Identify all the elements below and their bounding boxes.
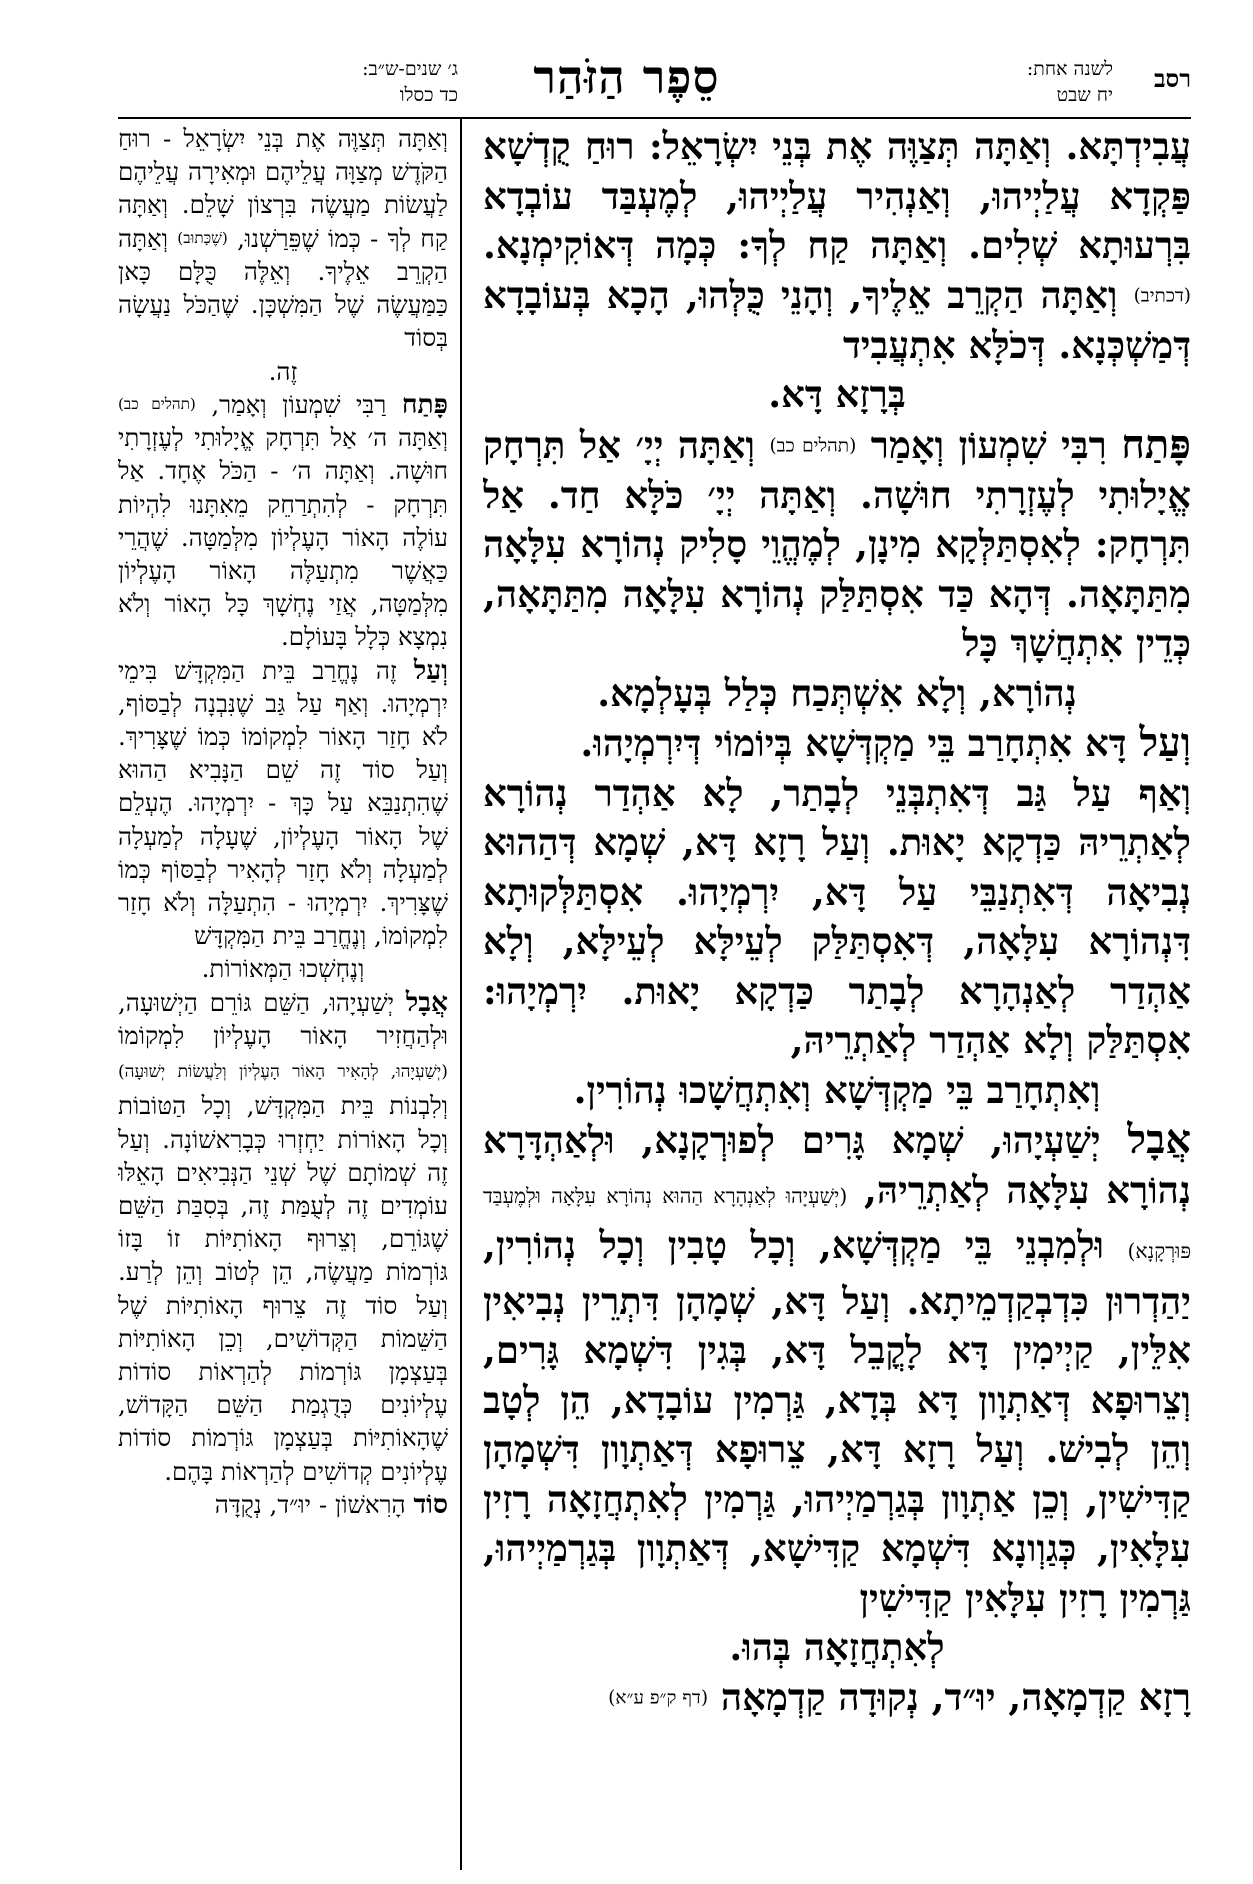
centered-line xyxy=(483,1623,1191,1673)
hebrew-translation-column xyxy=(118,122,448,1867)
opening-word: וְעַל xyxy=(413,654,448,686)
text-segment: זֶה. xyxy=(268,356,298,386)
paragraph xyxy=(118,1488,448,1521)
source-reference: (תהלים כב) xyxy=(769,435,857,457)
text-segment: וְלִבְנוֹת בֵּית הַמִּקְדָּשׁ, וְכָל הַטּוֹבוֹת וְכָל הָאוֹרוֹת יַחְזְרוּ כְּבָרִאשׁוֹנָה. וְעַל זֶה שְׁמוֹתָם שֶׁל שְׁנֵי הַנְּבִיאִים הָאֵלּוּ עוֹמְדִים זֶה לְעֻמַּת זֶה, בְּסִבַּת הַשֵּׁם שֶׁגּוֹרֵם, וְצֵרוּף הָאוֹתִיּוֹת זוֹ בָּזוֹ גּוֹרְמוֹת מַעֲשֶׂה, הֵן לְטוֹב וְהֵן לְרַע. וְעַל סוֹד זֶה צֵרוּף הָאוֹתִיּוֹת שֶׁל הַשֵּׁמוֹת הַקְּדוֹשִׁים, וְכֵן הָאוֹתִיּוֹת בְּעַצְמָן גּוֹרְמוֹת לְהַרְאוֹת סוֹדוֹת עֶלְיוֹנִים כְּדֻגְמַת הַשֵּׁם הַקָּדוֹשׁ, שֶׁהָאוֹתִיּוֹת בְּעַצְמָן גּוֹרְמוֹת סוֹדוֹת עֶלְיוֹנִים קְדוֹשִׁים לְהַרְאוֹת בָּהֶם. xyxy=(118,1091,448,1486)
page-number: רסב xyxy=(1153,64,1191,93)
book-title: סֵפֶר הַזֹּהַר xyxy=(533,50,720,104)
schedule-one-year: לשנה אחת: xyxy=(1026,58,1113,80)
source-reference: (דף ק״פ ע״א) xyxy=(608,1687,709,1709)
inline-note: (יְשַׁעְיָהוּ, לְהָאִיר הָאוֹר הָעֶלְיוֹן וְלַעֲשׂוֹת יְשׁוּעָה) xyxy=(118,1062,448,1083)
paragraph xyxy=(483,420,1191,669)
paragraph xyxy=(483,1115,1191,1623)
text-segment: וְאַתָּה הַקְרֵב אֵלֶיךָ. וְאֵלֶּה כֻּלָּם כָּאן כַּמַּעֲשֶׂה שֶׁל הַמִּשְׁכָּן. שֶׁהַכֹּל נַעֲשָׂה בְּסוֹד xyxy=(118,223,448,353)
opening-word: אֲבָל xyxy=(1127,1116,1191,1164)
paragraph xyxy=(118,122,448,355)
centered-line xyxy=(483,669,1191,719)
text-segment: לְאִתְחֲזָאָה בְּהוּ. xyxy=(729,1625,945,1670)
text-segment: רַבִּי שִׁמְעוֹן וְאָמַר, xyxy=(195,389,402,419)
opening-word: אֲבָל xyxy=(405,986,448,1018)
text-segment: וְאַף עַל גַּב דְּאִתְבְּנֵי לְבָתַר, לָא אַהְדַר נְהוֹרָא לְאַתְרֵיהּ כַּדְקָא יָאוּת. וְעַל רָזָא דָּא, שְׁמָא דְּהַהוּא נְבִיאָה דְּאִתְנַבֵּי עַל דָּא, יִרְמְיָהוּ. אִסְתַּלְּקוּתָא דִּנְהוֹרָא עִלָּאָה, דְּאִסְתַּלַּק לְעֵילָּא לְעֵילָּא, וְלָא אַהְדַר לְאַנְהָרָא לְבָתַר כַּדְקָא יָאוּת. יִרְמְיָהוּ: אִסְתַּלַּק וְלָא אַהְדַר לְאַתְרֵיהּ, xyxy=(483,770,1191,1063)
centered-line xyxy=(118,355,448,388)
text-segment: רִבִּי שִׁמְעוֹן וְאָמַר xyxy=(856,422,1122,467)
opening-word: פָּתַח xyxy=(401,388,448,420)
aramaic-text-column xyxy=(483,122,1191,1867)
text-segment: וְאַתָּה הַקְרֵב אֵלֶיךָ, וְהָנֵי כֻּלְּהוּ, הָכָא בְּעוֹבָדָא דְּמַשְׁכְּנָא. דְּכֹלָּא אִתְעֲבִיד xyxy=(483,272,1191,367)
paragraph xyxy=(118,388,448,654)
cycle-schedule: ג׳ שנים-ש״ב: xyxy=(362,58,458,80)
text-segment: וְנֶחְשְׁכוּ הַמְּאוֹרוֹת. xyxy=(201,954,365,984)
text-segment: נְהוֹרָא, וְלָא אִשְׁתְּכַח כְּלַל בְּעָלְמָא. xyxy=(597,670,1077,715)
paragraph xyxy=(118,654,448,953)
centered-line xyxy=(483,1066,1191,1116)
text-segment: עֲבִידְתָּא. וְאַתָּה תְּצַוֶּה אֶת בְּנֵי יִשְׂרָאֵל: רוּחַ קֻדְשָׁא פַּקְדָא עֲלַיְיהוּ, וְאַנְהִיר עֲלַיְיהוּ, לְמֶעְבַּד עוֹבְדָא בִּרְעוּתָא שְׁלִים. וְאַתָּה קַח לְךָ: כְּמָה דְּאוֹקִימְנָא. xyxy=(483,124,1191,267)
text-segment: זֶה נֶחֱרַב בֵּית הַמִּקְדָּשׁ בִּימֵי יִרְמְיָהוּ. וְאַף עַל גַּב שֶׁנִּבְנָה לְבַסּוֹף, לֹא חָזַר הָאוֹר לִמְקוֹמוֹ כְּמוֹ שֶׁצָּרִיךְ. וְעַל סוֹד זֶה שֵׁם הַנָּבִיא הַהוּא שֶׁהִתְנַבֵּא עַל כָּךְ - יִרְמְיָהוּ. הֶעְלֵם שֶׁל הָאוֹר הָעֶלְיוֹן, שֶׁעָלָה לְמַעְלָה לְמַעְלָה וְלֹא חָזַר לְהָאִיר לְבַסּוֹף כְּמוֹ שֶׁצָּרִיךְ. יִרְמְיָהוּ - הִתְעַלָּה וְלֹא חָזַר לִמְקוֹמוֹ, וְנֶחֱרַב בֵּית הַמִּקְדָּשׁ xyxy=(118,655,448,951)
centered-line xyxy=(118,952,448,985)
paragraph xyxy=(483,769,1191,1066)
text-segment: וְאַתָּה יְיָ׳ אַל תִּרְחָק אֱיָלוּתִי לְעֶזְרָתִי חוּשָׁה. וְאַתָּה יְיָ׳ כֹּלָּא חַד. אַל תִּרְחָק: לְאִסְתַּלְּקָא מִינָן, לְמֶהֱוֵי סָלִיק נְהוֹרָא עִלָּאָה מִתַּתָּאָה. דְּהָא כַּד אִסְתַּלַּק נְהוֹרָא עִלָּאָה מִתַּתָּאָה, כְּדֵין אִתְחֲשָׁךְ כָּל xyxy=(483,422,1191,666)
cycle-date: כד כסלו xyxy=(399,84,458,106)
text-segment: דָּא אִתְחָרַב בֵּי מַקְדְּשָׁא בְּיוֹמוֹי דְּיִרְמְיָהוּ. xyxy=(580,721,1140,766)
column-divider xyxy=(460,118,462,1870)
text-segment: בְּרָזָא דָּא. xyxy=(768,372,906,417)
text-segment: וְאִתְחָרַב בֵּי מַקְדְּשָׁא וְאִתְחֲשָׁכוּ נְהוֹרִין. xyxy=(573,1067,1101,1112)
text-segment: יְשַׁעְיָהוּ, הַשֵּׁם גּוֹרֵם הַיְשׁוּעָה, וּלְהַחֲזִיר הָאוֹר הָעֶלְיוֹן לִמְקוֹמוֹ xyxy=(118,987,448,1050)
text-segment: יְשַׁעְיָהוּ, שְׁמָא גָּרִים לְפוּרְקָנָא, וּלְאַהְדָּרָא נְהוֹרָא עִלָּאָה לְאַתְרֵיהּ, xyxy=(483,1118,1191,1212)
inline-note: (יְשַׁעְיָהוּ לְאַנְהָרָא הַהוּא נְהוֹרָא עִלָּאָה וּלְמֶעְבַּד פּוּרְקָנָא) xyxy=(483,1183,1191,1264)
centered-line xyxy=(483,370,1191,420)
text-segment: וְאַתָּה ה׳ אַל תִּרְחָק אֱיָלוּתִי לְעֶזְרָתִי חוּשָׁה. וְאַתָּה ה׳ - הַכֹּל אֶחָד. אַל תִּרְחָק - לְהִתְרַחֵק מֵאִתָּנוּ לִהְיוֹת עוֹלֶה הָאוֹר הָעֶלְיוֹן מִלְּמַטָּה. שֶׁהֲרֵי כַּאֲשֶׁר מִתְעַלֶּה הָאוֹר הָעֶלְיוֹן מִלְּמַטָּה, אֲזַי נֶחְשָׁךְ כָּל הָאוֹר וְלֹא נִמְצָא כְּלָל בָּעוֹלָם. xyxy=(118,423,448,652)
paragraph xyxy=(483,718,1191,769)
text-segment: וּלְמִבְנֵי בֵּי מַקְדְּשָׁא, וְכָל טָבִין וְכָל נְהוֹרִין, יַהַדְרוּן כִּדְבְקַדְמֵיתָא. וְעַל דָּא, שְׁמָהָן דִּתְרֵין נְבִיאִין אִלֵּין, קַיְימִין דָּא לָקֳבֵל דָּא, בְּגִין דִּשְׁמָא גָּרִים, וְצֵרוּפָא דְּאַתְוָון דָּא בְּדָא, גַּרְמִין עוֹבָדָא, הֵן לְטָב וְהֵן לְבִישׁ. וְעַל רָזָא דָּא, צֵרוּפָא דְּאַתְוָון דִּשְׁמָהָן קַדִּישִׁין, וְכֵן אַתְוָון בְּגַרְמַיְיהוּ, גַּרְמִין לְאִתְחֲזָאָה רָזִין עִלָּאִין, כְּגַוְונָא דִּשְׁמָא קַדִּישָׁא, דְּאַתְוָון בְּגַרְמַיְיהוּ, גַּרְמִין רָזִין עִלָּאִין קַדִּישִׁין xyxy=(483,1223,1191,1620)
opening-word: וְעַל xyxy=(1139,719,1191,767)
paragraph xyxy=(118,986,448,1488)
paragraph xyxy=(483,122,1191,370)
text-segment: הָרִאשׁוֹן - יוּ״ד, נְקֻדָּה xyxy=(214,1489,414,1519)
header-divider xyxy=(118,117,1191,119)
paragraph xyxy=(483,1673,1191,1723)
source-reference: (דכתיב) xyxy=(1133,285,1191,307)
source-reference: (שֶׁכָּתוּב) xyxy=(177,228,228,247)
source-reference: (תהלים כב) xyxy=(118,395,196,414)
text-segment: וְאַתָּה תְּצַוֶּה אֶת בְּנֵי יִשְׂרָאֵל - רוּחַ הַקֹּדֶשׁ מְצַוָּה עֲלֵיהֶם וּמְאִירָה עֲלֵיהֶם לַעֲשׂוֹת מַעֲשֶׂה בִּרְצוֹן שָׁלֵם. וְאַתָּה קַח לְךָ - כְּמוֹ שֶׁפֵּרַשְׁנוּ, xyxy=(118,124,448,253)
header-left xyxy=(118,56,458,116)
text-segment: רָזָא קַדְמָאָה, יוּ״ד, נְקוּדָה קַדְמָאָה xyxy=(708,1674,1191,1719)
opening-word: סוֹד xyxy=(413,1488,448,1520)
opening-word: פָּתַח xyxy=(1121,420,1191,468)
schedule-date: יח שבט xyxy=(1056,84,1113,106)
